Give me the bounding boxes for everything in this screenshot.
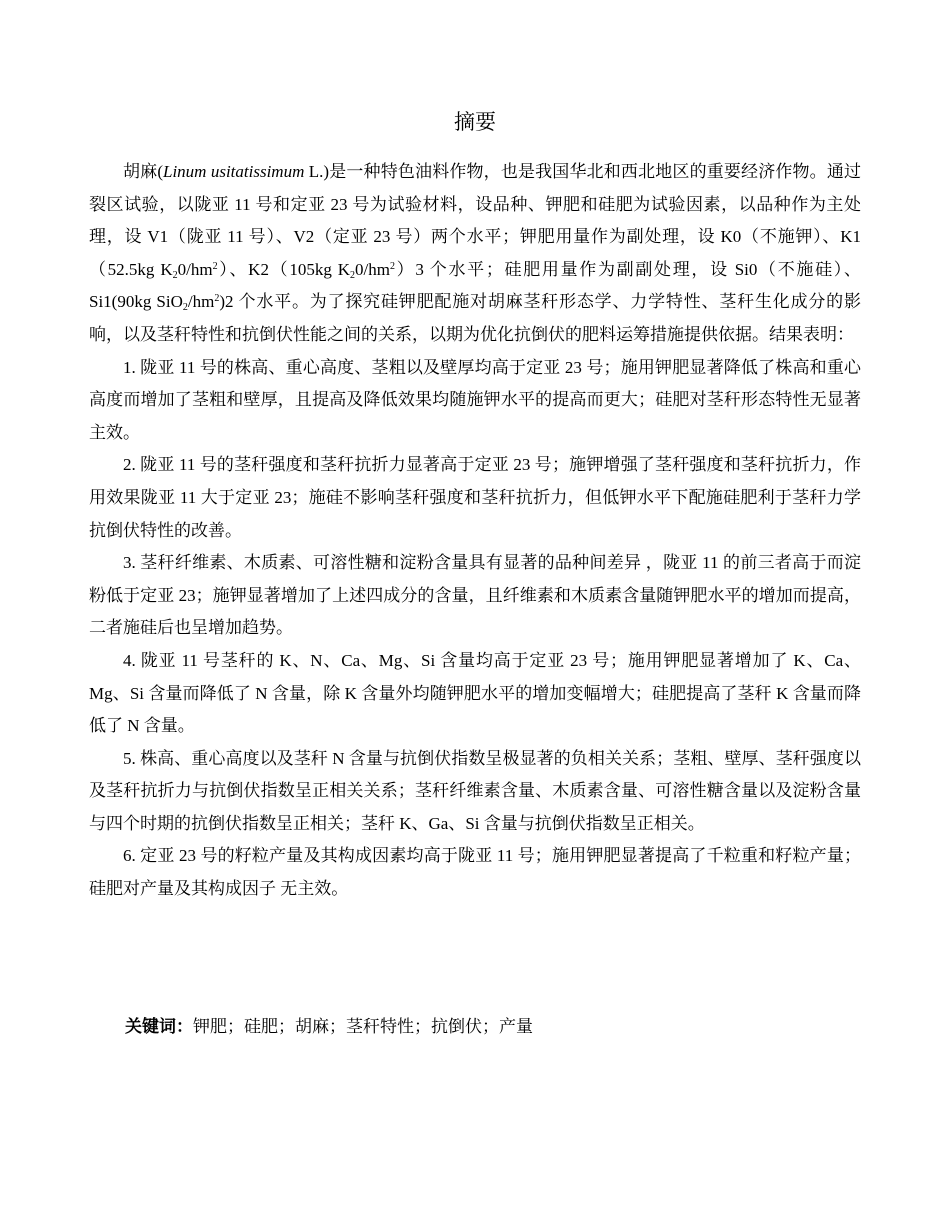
species-name: Linum usitatissimum: [162, 162, 305, 181]
intro-text: 胡麻(: [123, 162, 163, 181]
result-paragraph-2: 2. 陇亚 11 号的茎秆强度和茎秆抗折力显著高于定亚 23 号；施钾增强了茎秆强度和茎秆抗折力，作用效果陇亚 11 大于定亚 23；施硅不影响茎秆强度和茎秆抗折力，但低钾水平下配施硅肥利于茎秆力学抗倒伏特性的改善。: [89, 455, 861, 540]
superscript: 2: [212, 260, 218, 272]
intro-text: 0/hm: [355, 259, 390, 279]
intro-text: )2 个水平。为了探究硅钾肥配施对胡麻茎秆形态学、力学特性、茎秆生化成分的影响，以及茎秆特性和抗倒伏性能之间的关系，以期为优化抗倒伏的肥料运筹措施提供依据。结果表明：: [89, 292, 861, 344]
result-paragraph-6: 6. 定亚 23 号的籽粒产量及其构成因素均高于陇亚 11 号；施用钾肥显著提高了千粒重和籽粒产量；硅肥对产量及其构成因子 无主效。: [89, 846, 861, 899]
result-paragraph-4: 4. 陇亚 11 号茎秆的 K、N、Ca、Mg、Si 含量均高于定亚 23 号；施用钾肥显著增加了 K、Ca、Mg、Si 含量而降低了 N 含量，除 K 含量外均随钾肥水平的增加变幅增大；硅肥提高了茎秆 K 含量而降低了 N 含量。: [89, 650, 861, 736]
intro-text: ）3 个水平；硅肥用量作为副副处理，设 Si0（不施硅）、Si1(90kg SiO: [89, 259, 861, 312]
subscript: 2: [172, 269, 178, 281]
abstract-body: [89, 156, 861, 906]
page-title: 摘要: [454, 110, 496, 134]
keywords-text: 钾肥；硅肥；胡麻；茎秆特性；抗倒伏；产量: [193, 1017, 533, 1036]
result-paragraph-5: 5. 株高、重心高度以及茎秆 N 含量与抗倒伏指数呈极显著的负相关关系；茎粗、壁厚、茎秆强度以及茎秆抗折力与抗倒伏指数呈正相关关系；茎秆纤维素含量、木质素含量、可溶性糖含量以及淀粉含量与四个时期的抗倒伏指数呈正相关；茎秆 K、Ga、Si 含量与抗倒伏指数呈正相关。: [89, 748, 861, 833]
result-paragraph-1: 1. 陇亚 11 号的株高、重心高度、茎粗以及壁厚均高于定亚 23 号；施用钾肥显著降低了株高和重心高度而增加了茎粗和壁厚，且提高及降低效果均随施钾水平的提高而更大；硅肥对茎秆形态特性无显著主效。: [89, 357, 861, 442]
result-paragraph-3: 3. 茎秆纤维素、木质素、可溶性糖和淀粉含量具有显著的品种间差异 ，陇亚 11 的前三者高于而淀粉低于定亚 23；施钾显著增加了上述四成分的含量，且纤维素和木质素含量随钾肥水平的增加而提高，二者施硅后也呈增加趋势。: [89, 553, 861, 638]
intro-text: 0/hm: [177, 259, 213, 279]
intro-paragraph: [89, 156, 861, 352]
keywords-label: 关键词：: [125, 1017, 193, 1037]
intro-text: L.)是一种特色油料作物，也是我国华北和西北地区的重要经济作物。通过裂区试验，以陇亚 11 号和定亚 23 号为试验材料，设品种、钾肥和硅肥为试验因素，以品种作为主处理，设 V1（陇亚 11 号）、V2（定亚 23 号）两个水平；钾肥用量作为副处理，设 K0（不施钾）、K1（52.5kg K: [89, 162, 861, 279]
keywords-line: [125, 1012, 533, 1042]
subscript: 2: [182, 302, 188, 314]
intro-text: ）、K2（105kg K: [217, 259, 351, 279]
superscript: 2: [389, 260, 395, 272]
intro-text: /hm: [187, 292, 215, 312]
superscript: 2: [214, 293, 220, 305]
subscript: 2: [350, 269, 356, 281]
